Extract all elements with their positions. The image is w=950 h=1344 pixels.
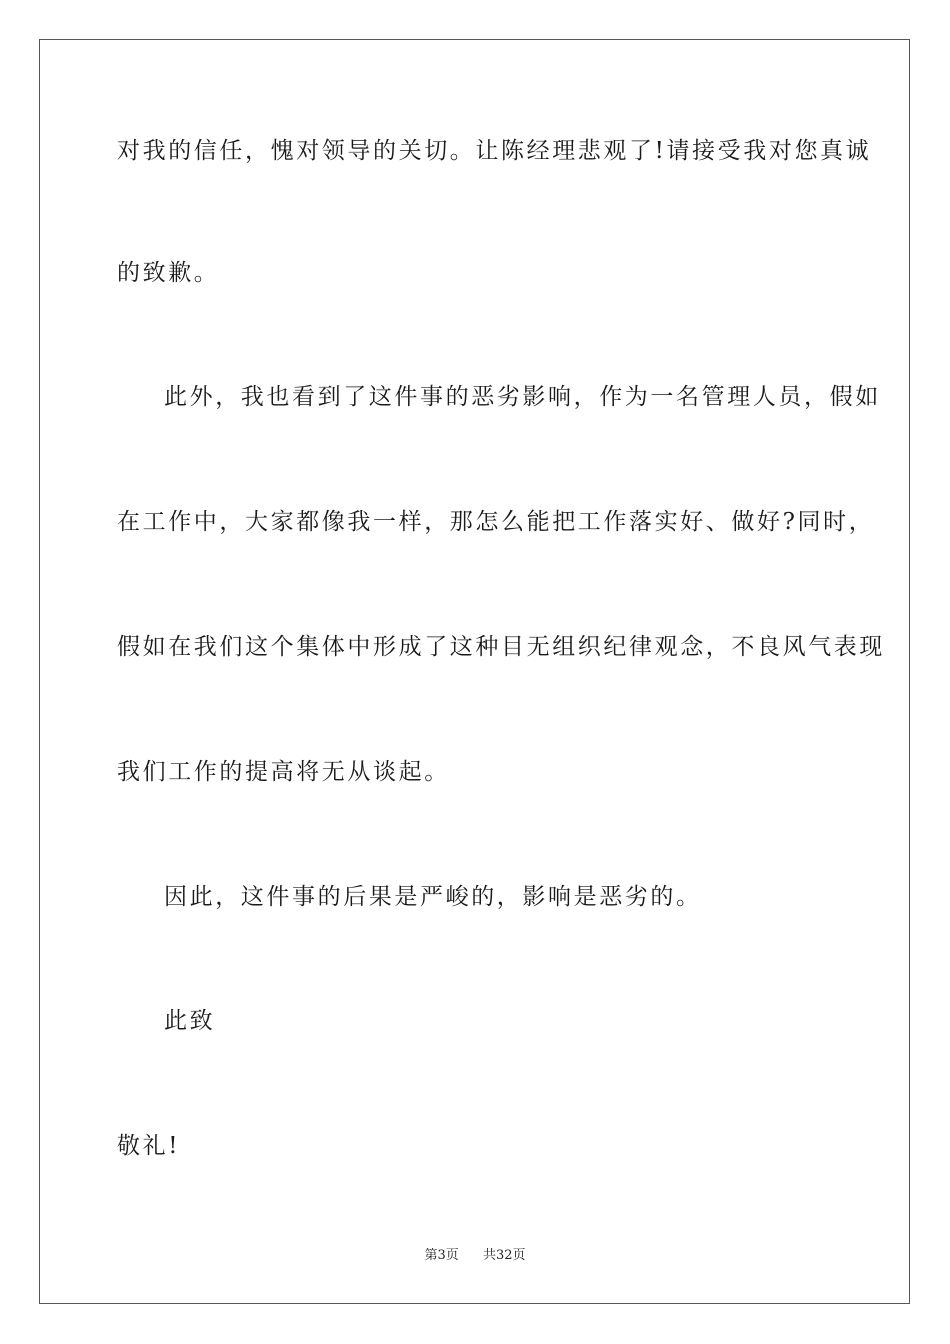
page-number: 第3页: [424, 1248, 459, 1263]
text-line-5: 假如在我们这个集体中形成了这种目无组织纪律观念，不良风气表现: [117, 634, 885, 660]
total-pages: 共32页: [483, 1248, 526, 1263]
salutation-line: 此致: [164, 1008, 216, 1034]
closing-line: 敬礼!: [117, 1133, 181, 1159]
page-footer: [0, 1247, 950, 1265]
page-border: [39, 39, 910, 1304]
text-line-7: 因此，这件事的后果是严峻的，影响是恶劣的。: [164, 884, 702, 910]
text-line-3: 此外，我也看到了这件事的恶劣影响，作为一名管理人员，假如: [164, 384, 881, 410]
text-line-1: 对我的信任，愧对领导的关切。让陈经理悲观了!请接受我对您真诚: [117, 138, 872, 164]
text-line-6: 我们工作的提高将无从谈起。: [117, 759, 450, 785]
text-line-4: 在工作中，大家都像我一样，那怎么能把工作落实好、做好?同时，: [117, 509, 875, 535]
text-line-2: 的致歉。: [117, 260, 220, 286]
